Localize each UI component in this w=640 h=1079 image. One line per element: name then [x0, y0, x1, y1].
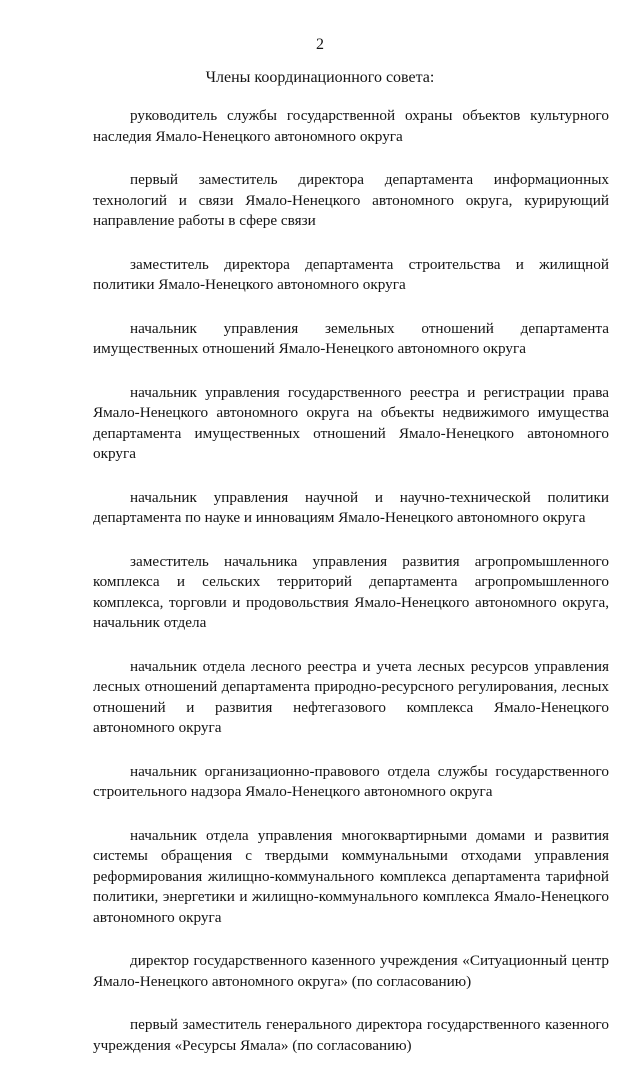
member-item: начальник организационно-правового отдела службы государственного строительного надзора Ямало-Ненецкого автономного округа [93, 762, 609, 800]
page-number: 2 [316, 36, 324, 53]
member-item: первый заместитель директора департамента информационных технологий и связи Ямало-Ненецкого автономного округа, курирующий направление работы в сфере связи [93, 171, 609, 229]
member-item: заместитель директора департамента строительства и жилищной политики Ямало-Ненецкого автономного округа [93, 255, 609, 293]
member-item: начальник управления земельных отношений департамента имущественных отношений Ямало-Ненецкого автономного округа [93, 319, 609, 357]
member-item: начальник отдела управления многоквартирными домами и развития системы обращения с твердыми коммунальными отходами управления реформирования жилищно-коммунального комплекса департамента тарифной политики, энергетики и жилищно-коммунального комплекса Ямало-Ненецкого автономного округа [93, 826, 609, 926]
member-item: первый заместитель генерального директора государственного казенного учреждения «Ресурсы Ямала» (по согласованию) [93, 1016, 609, 1054]
member-item: начальник отдела лесного реестра и учета лесных ресурсов управления лесных отношений департамента природно-ресурсного регулирования, лесных отношений и развития нефтегазового комплекса Ямало-Ненецкого автономного округа [93, 657, 609, 736]
members-list [93, 106, 609, 1079]
member-item: руководитель службы государственной охраны объектов культурного наследия Ямало-Ненецкого автономного округа [93, 107, 609, 145]
member-item: заместитель начальника управления развития агропромышленного комплекса и сельских территорий департамента агропромышленного комплекса, торговли и продовольствия Ямало-Ненецкого автономного округа, начальник отдела [93, 552, 609, 631]
member-item: начальник управления государственного реестра и регистрации права Ямало-Ненецкого автономного округа на объекты недвижимого имущества департамента имущественных отношений Ямало-Ненецкого автономного округа [93, 383, 609, 462]
member-item: директор государственного казенного учреждения «Ситуационный центр Ямало-Ненецкого автономного округа» (по согласованию) [93, 952, 609, 990]
member-item: начальник управления научной и научно-технической политики департамента по науке и инновациям Ямало-Ненецкого автономного округа [93, 488, 609, 526]
page-title: Члены координационного совета: [205, 69, 435, 86]
